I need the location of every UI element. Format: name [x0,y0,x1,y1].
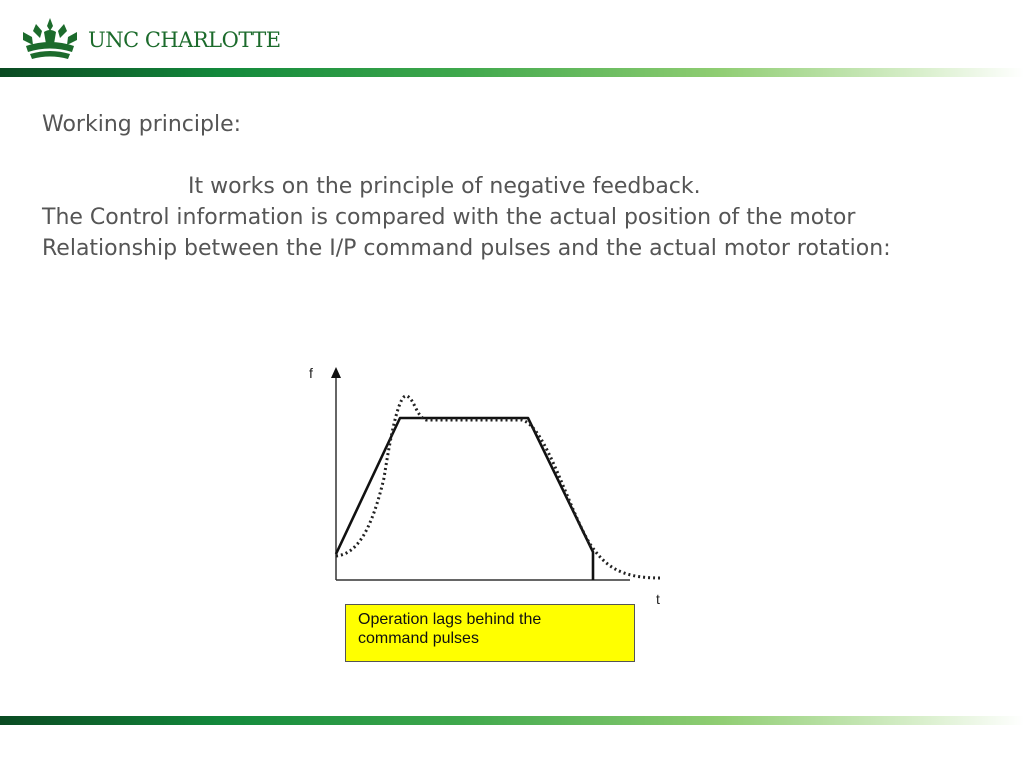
x-axis-label: t [656,591,660,607]
command-pulse-curve [336,418,593,580]
y-axis-label: f [309,365,313,381]
relationship-line: Relationship between the I/P command pulses and the actual motor rotation: [42,236,891,261]
principle-line: It works on the principle of negative feedback. [188,174,701,199]
callout-line-1: Operation lags behind the [358,611,542,628]
logo-wordmark: UNC CHARLOTTE [88,28,281,52]
pulse-response-figure [300,358,670,674]
crown-leaf-icon [18,16,82,62]
slide-header [0,0,1024,68]
section-heading: Working principle: [42,112,242,137]
header-gradient-band [0,68,1024,77]
footer-gradient-band [0,716,1024,725]
lag-callout-box [345,604,635,662]
actual-rotation-curve [336,396,660,578]
comparison-line: The Control information is compared with the actual position of the motor [42,205,856,230]
y-axis-arrow [331,367,341,378]
callout-line-2: command pulses [358,630,479,647]
slide-body [42,109,982,264]
unc-charlotte-logo [18,16,281,62]
spacer [42,140,982,171]
